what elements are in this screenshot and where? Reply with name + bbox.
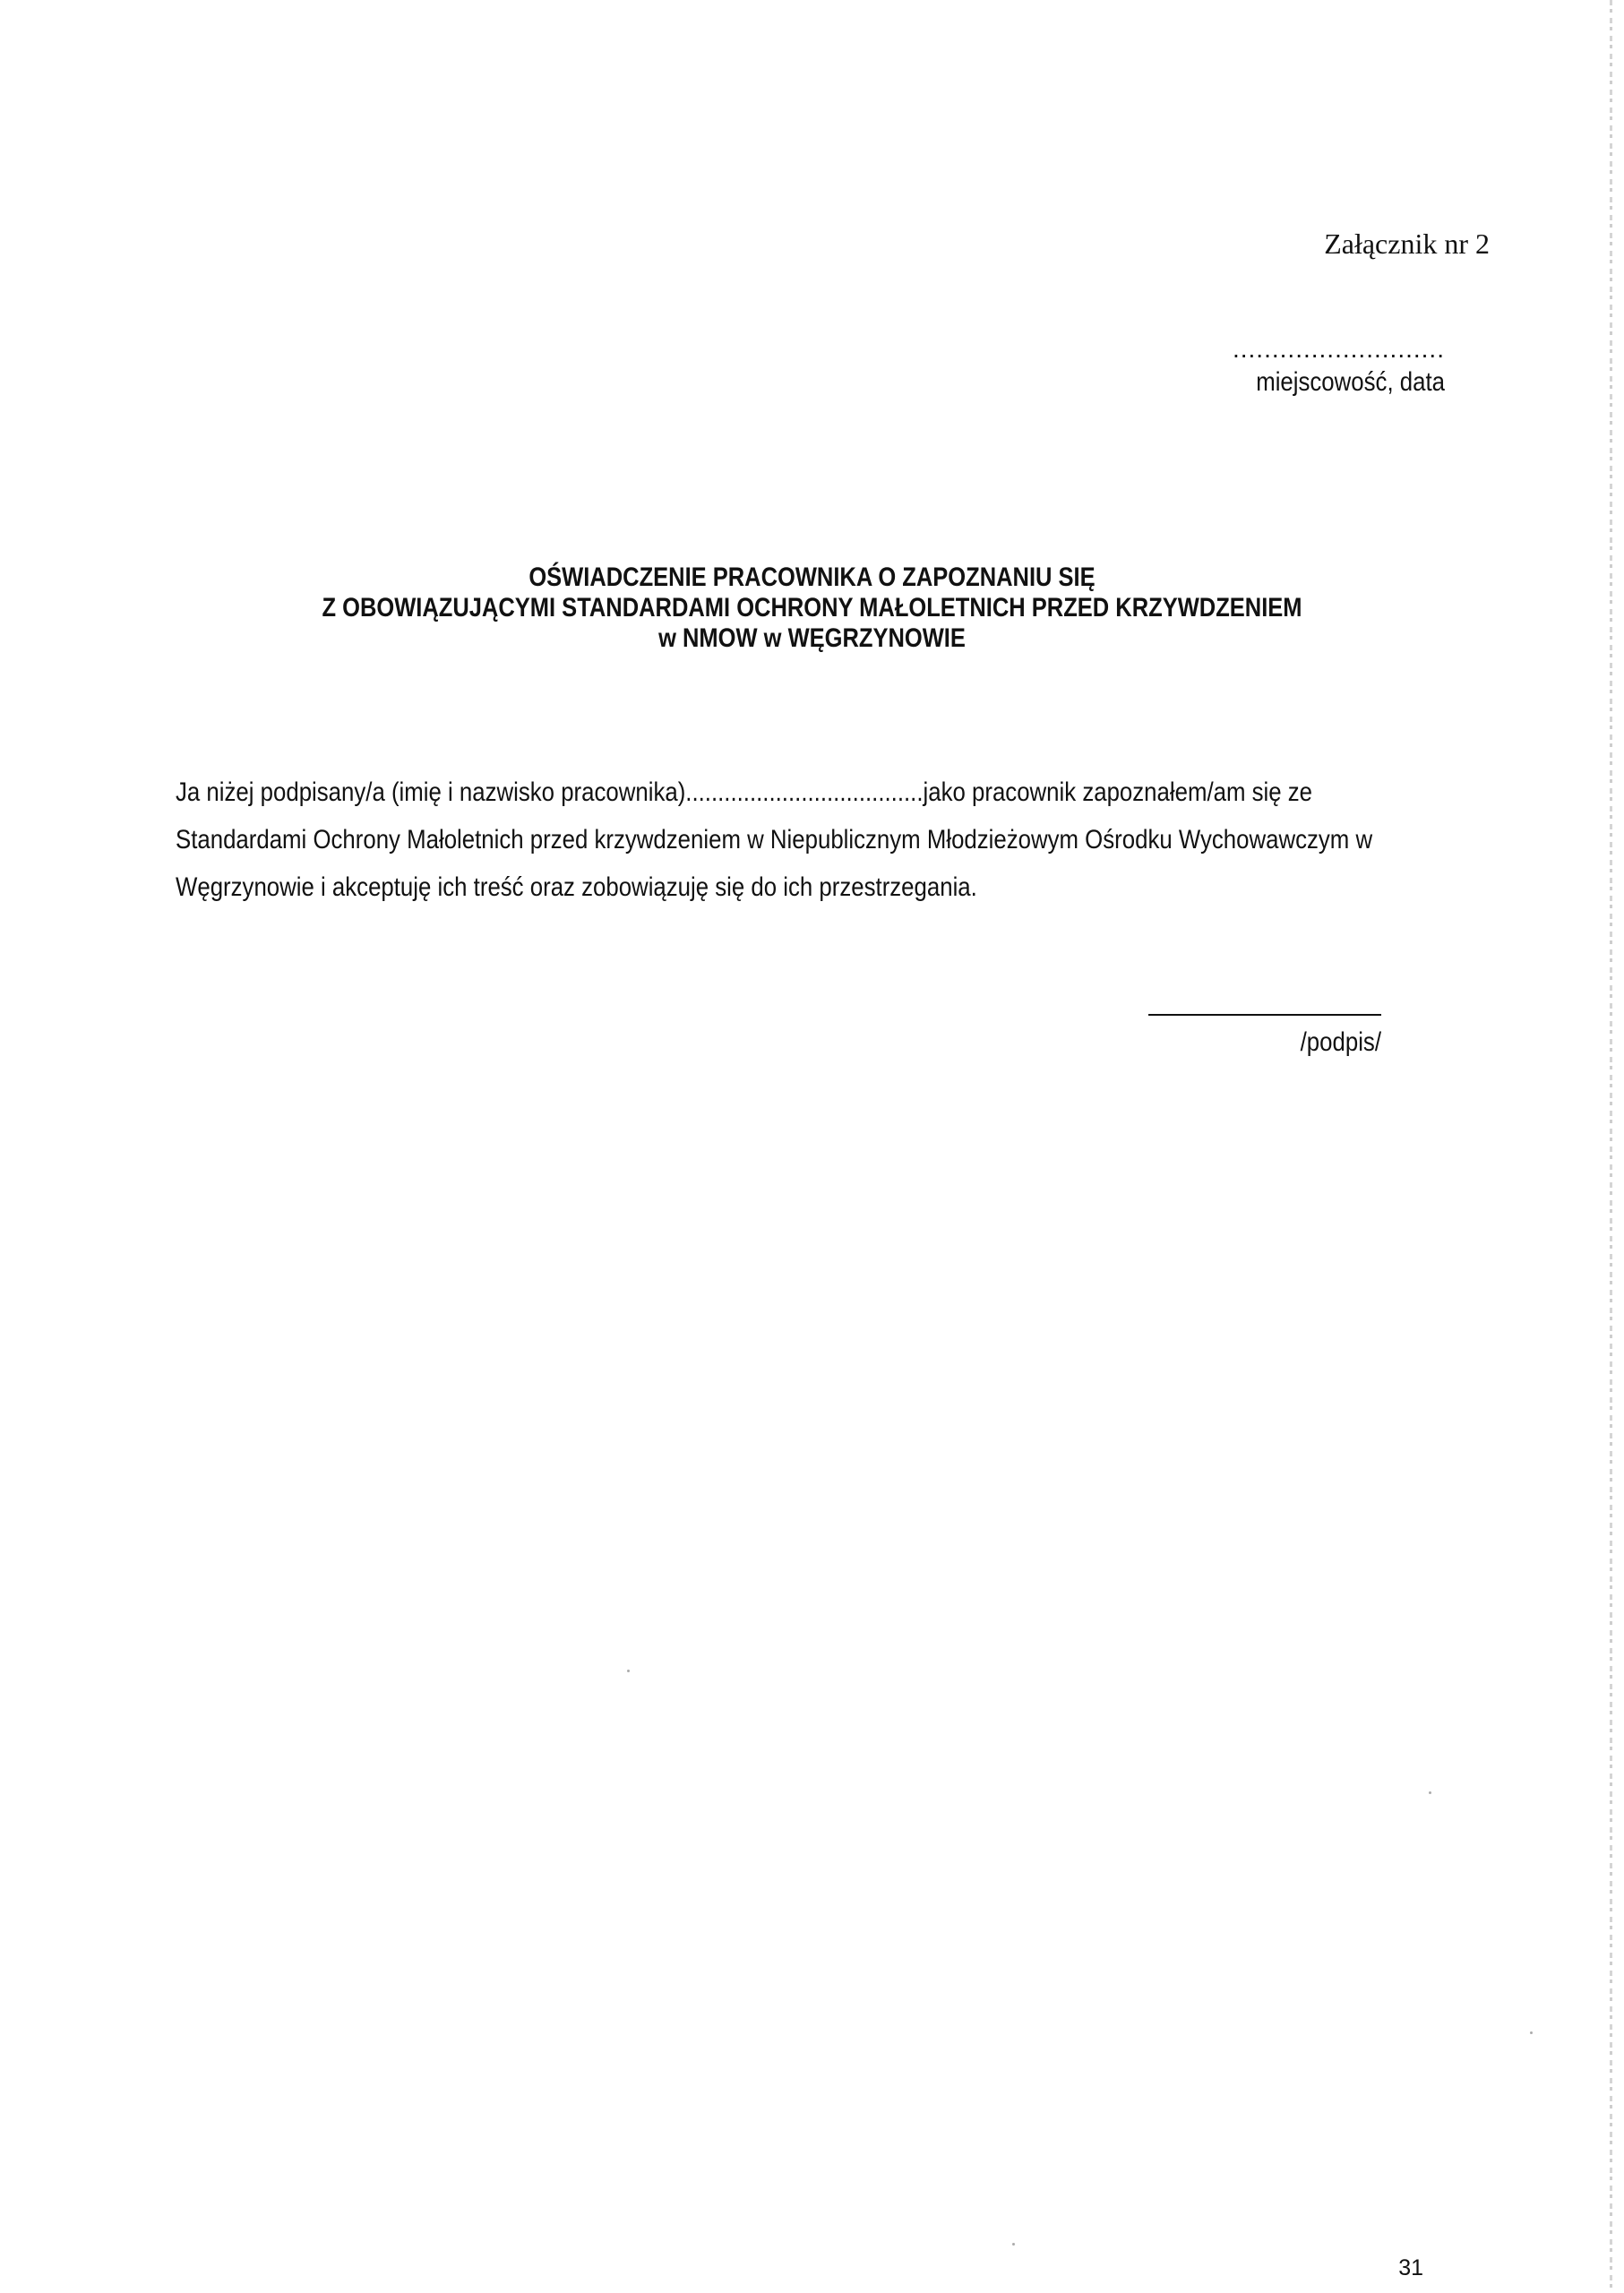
declaration-line-2: Standardami Ochrony Małoletnich przed krzywdzeniem w Niepublicznym Młodzieżowym Ośrodku Wychowawczym w [176, 825, 1373, 855]
scan-speck [1429, 1791, 1431, 1794]
signature-label: /podpis/ [1300, 1027, 1381, 1057]
declaration-line-3: Węgrzynowie i akceptuję ich treść oraz zobowiązuję się do ich przestrzegania. [176, 872, 977, 902]
title-line-3: w NMOW w WĘGRZYNOWIE [658, 623, 966, 653]
scan-speck [627, 1670, 630, 1672]
declaration-line-1: Ja niżej podpisany/a (imię i nazwisko pracownika).....................................jako pracownik zapoznałem/am się ze [176, 777, 1313, 807]
signature-block [1148, 1014, 1381, 1059]
place-date-dots: ........................... [1232, 335, 1445, 363]
title-line-1: OŚWIADCZENIE PRACOWNIKA O ZAPOZNANIU SIĘ [528, 563, 1096, 592]
scan-speck [1530, 2031, 1533, 2034]
scan-edge-artifact [1610, 0, 1612, 2293]
declaration-text [176, 769, 1448, 911]
scan-speck [1012, 2243, 1015, 2246]
page-number: 31 [1398, 2255, 1423, 2280]
signature-line [1148, 1014, 1381, 1016]
place-date-label: miejscowość, data [1256, 367, 1445, 397]
place-date-block [1087, 337, 1445, 399]
title-line-2: Z OBOWIĄZUJĄCYMI STANDARDAMI OCHRONY MAŁOLETNICH PRZED KRZYWDZENIEM [322, 593, 1302, 623]
document-title [0, 563, 1624, 654]
attachment-label: Załącznik nr 2 [1324, 228, 1490, 260]
